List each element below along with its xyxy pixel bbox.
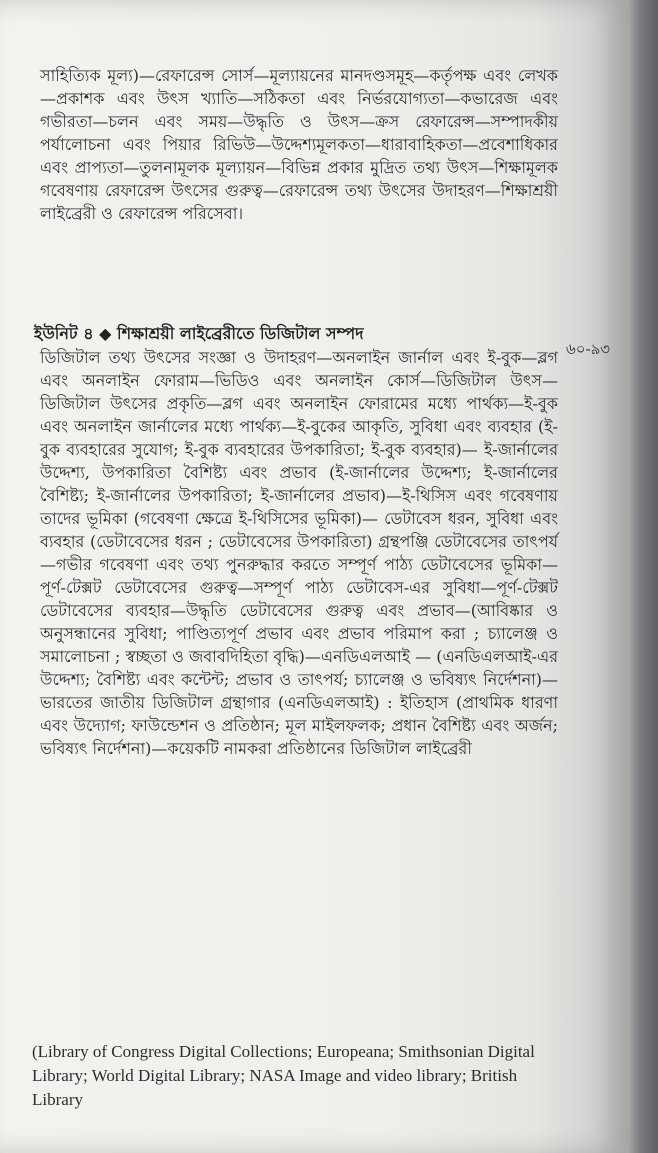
page-edge-shadow bbox=[628, 0, 658, 1153]
intro-paragraph: সাহিত্যিক মূল্য)—রেফারেন্স সোর্স—মূল্যায়নের মানদণ্ডসমূহ—কর্তৃপক্ষ এবং লেখক—প্রকাশক এবং উৎস খ্যাতি—সঠিকতা এবং নির্ভরযোগ্যতা—কভারেজ এবং গভীরতা—চলন এবং সময়—উদ্ধৃতি ও উৎস—ক্রস রেফারেন্স—সম্পাদকীয় পর্যালোচনা এবং পিয়ার রিভিউ—উদ্দেশ্যমূলকতা—ধারাবাহিকতা—প্রবেশাধিকার এবং প্রাপ্যতা—তুলনামূলক মূল্যায়ন—বিভিন্ন প্রকার মুদ্রিত তথ্য উৎস—শিক্ষামূলক গবেষণায় রেফারেন্স উৎসের গুরুত্ব—রেফারেন্স তথ্য উৎসের উদাহরণ—শিক্ষাশ্রয়ী লাইব্রেরী ও রেফারেন্স পরিসেবা। bbox=[40, 66, 558, 223]
english-text-tail: (Library of Congress Digital Collections; Europeana; Smithsonian Digital Library; World Digital Library; NASA Image and video library; British Library bbox=[32, 1042, 535, 1109]
unit-heading: ইউনিট ৪ ◆ শিক্ষাশ্রয়ী লাইব্রেরীতে ডিজিটাল সম্পদ bbox=[34, 324, 364, 343]
page-range: ৬০-৯৩ bbox=[566, 340, 611, 358]
unit-body-paragraph: ডিজিটাল তথ্য উৎসের সংজ্ঞা ও উদাহরণ—অনলাইন জার্নাল এবং ই-বুক—ব্লগ এবং অনলাইন ফোরাম—ভিডিও এবং অনলাইন কোর্স—ডিজিটাল উৎস— ডিজিটাল উৎসের প্রকৃতি—ব্লগ এবং অনলাইন ফোরামের মধ্যে পার্থক্য—ই-বুক এবং অনলাইন জার্নালের মধ্যে পার্থক্য—ই-বুকের আকৃতি, সুবিধা এবং ব্যবহার (ই-বুক ব্যবহারের সুযোগ; ই-বুক ব্যবহারের উপকারিতা; ই-বুক ব্যবহার)— ই-জার্নালের উদ্দেশ্য, উপকারিতা বৈশিষ্ট্য এবং প্রভাব (ই-জার্নালের উদ্দেশ্য; ই-জার্নালের বৈশিষ্ট্য; ই-জার্নালের উপকারিতা; ই-জার্নালের প্রভাব)—ই-থিসিস এবং গবেষণায় তাদের ভূমিকা (গবেষণা ক্ষেত্রে ই-থিসিসের ভূমিকা)— ডেটাবেস ধরন, সুবিধা এবং ব্যবহার (ডেটাবেসের ধরন ; ডেটাবেসের উপকারিতা) গ্রন্থপঞ্জি ডেটাবেসের তাৎপর্য—গভীর গবেষণা এবং তথ্য পুনরুদ্ধার করতে সম্পূর্ণ পাঠ্য ডেটাবেসের ভূমিকা—পূর্ণ-টেক্সট ডেটাবেসের গুরুত্ব—সম্পূর্ণ পাঠ্য ডেটাবেস-এর সুবিধা—পূর্ণ-টেক্সট ডেটাবেসের ব্যবহার—উদ্ধৃতি ডেটাবেসের গুরুত্ব এবং প্রভাব—(আবিষ্কার ও অনুসন্ধানের সুবিধা; পাণ্ডিত্যপূর্ণ প্রভাব এবং প্রভাব পরিমাপ করা ; চ্যালেঞ্জ ও সমালোচনা ; স্বচ্ছতা ও জবাবদিহিতা বৃদ্ধি)—এনডিএলআই — (এনডিএলআই-এর উদ্দেশ্য; বৈশিষ্ট্য এবং কন্টেন্ট; প্রভাব ও তাৎপর্য; চ্যালেঞ্জ ও ভবিষ্যৎ নির্দেশনা)—ভারতের জাতীয় ডিজিটাল গ্রন্থাগার (এনডিএলআই) : ইতিহাস (প্রাথমিক ধারণা এবং উদ্যোগ; ফাউন্ডেশন ও প্রতিষ্ঠান; মূল মাইলফলক; প্রধান বৈশিষ্ট্য এবং অর্জন; ভবিষ্যৎ নির্দেশনা)—কয়েকটি নামকরা প্রতিষ্ঠানের ডিজিটাল লাইব্রেরী bbox=[40, 348, 558, 758]
